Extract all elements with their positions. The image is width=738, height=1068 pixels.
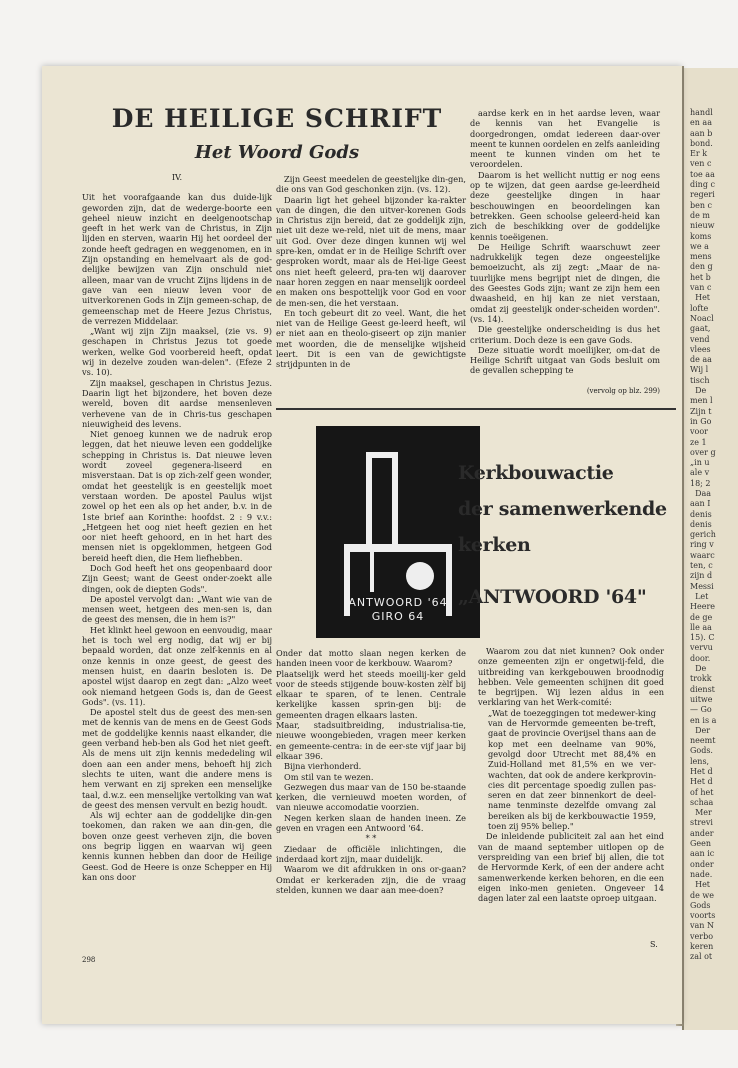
paragraph: Als wij echter aan de goddelijke din-gen toekomen, dan raken we aan din-gen, die boven onze geest verheven zijn, die boven ons begrip liggen en waarvan wij geen kennis kunnen hebben dan door de Heilige Geest. God de Heere is onze Schepper en Hij kan ons door [82,810,272,882]
paragraph: De apostel vervolgt dan: „Want wie van de mensen weet, hetgeen des men-sen is, dan de geest des mensen, die in hem is?" [82,593,272,625]
section-divider [276,408,676,410]
paragraph: Gezwegen dus maar van de 150 be-staande kerken, die vernieuwd moeten worden, of van nieuwe accomodatie voorzien. [276,781,466,813]
page-number: 298 [82,956,96,964]
paragraph: Waarom zou dat niet kunnen? Ook onder onze gemeenten zijn er ongetwij-feld, die uitbreiding van kerkgebouwen broodnodig hebben. Vele gemeenten schijnen dit goed te begrijpen. Wij lezen aldus in een verklaring van het Werk-comité: [478,646,664,708]
paragraph: Waarom we dit afdrukken in ons or-gaan? Omdat er kerkeraden zijn, die de vraag stelden, kunnen we daar aan mee-doen? [276,864,466,895]
paragraph: Daarin ligt het geheel bijzonder ka-rakter van de dingen, die den uitver-korenen Gods in Christus zijn bereid, dat ze goddelijk zijn, niet uit deze we-reld, niet uit de mens, maar uit God. Over deze dingen kunnen wij wel spre-ken, omdat er in de Heilige Schrift over gesproken wordt, maar als de Hei-lige Geest ons niet heeft geleerd, pra-ten wij daarover naar horen zeggen en naar menselijk oordeel en maken ons bespottelijk voor God en voor de men-sen, die het verstaan. [276,194,466,308]
paragraph: Uit het voorafgaande kan dus duide-lijk geworden zijn, dat de wederge-boorte een geheel nieuw inzicht en deelgenootschap geeft in het werk van de Christus, in Zijn lijden en sterven, waarin Hij het oordeel der zonde heeft gedragen en weggenomen, en in Zijn opstanding en hemelvaart als de god-delijke bewijzen van Zijn onschuld niet alleen, maar van de vrucht Zijns lijdens in de gave van een nieuw leven voor de uitverkorenen Gods in Zijn gemeen-schap, de gemeenschap met de Heere Jezus Christus, de verrezen Middelaar. [82,192,272,326]
article-column-2 [276,174,466,370]
paragraph: aardse kerk en in het aardse leven, waar de kennis van het Evangelie is doorgedrongen, omdat iedereen daar-over meent te kunnen oordelen en zelfs aanleiding meent te kunnen vinden om het te veroordelen. [470,108,660,170]
continued-note: (vervolg op blz. 299) [586,387,660,395]
paragraph: Daarom is het wellicht nuttig er nog eens op te wijzen, dat geen aardse ge-leerdheid deze geestelijke dingen in haar beschouwingen en beoordelingen kan betrekken. Geen schoolse geleerd-heid kan zich de beschikking over de goddelijke kennis toeëigenen. [470,169,660,242]
paragraph: En toch gebeurt dit zo veel. Want, die het niet van de Heilige Geest ge-leerd heeft, wil er niet aan en theolo-giseert op zijn manier met woorden, die de menselijke wijsheid leert. Dit is een van de gewichtigste strijdpunten in de [276,307,466,370]
ad-heading-line-3: kerken [458,534,531,556]
ad-column-left [276,648,466,895]
ad-heading-line-1: Kerkbouwactie [458,462,614,484]
continued-note-wrap [470,386,660,396]
paragraph: Doch God heeft het ons geopenbaard door Zijn Geest; want de Geest onder-zoekt alle dingen, ook de diepten Gods". [82,562,272,594]
ad-heading-line-4: „ANTWOORD '64" [458,586,647,608]
next-page-text: handl en aa aan b bond. Er k ven c toe aa ding c regeri ben c de m nieuw koms we a mens den g het b van c Het lofte Noacl gaat, vend vlees de aa Wij l tisch De men l Zijn t in Go voor ze 1 over g „in u ale v 18; 2 Daa aan I denis denis gerich ring v waarc ten, c zijn d Messi Let Heere de ge lle aa 15). C vervu door. De trokk dienst uitwe — Go en is a Der neemt Gods. lens, Het d Het d of het schaa Mer strevi ander Geen aan ic onder nade. Het de we Gods voorts van N verbo keren zal ot [690,108,717,962]
antwoord-64-logo [316,426,480,638]
article-subtitle: Het Woord Gods [194,142,360,163]
paragraph: Het klinkt heel gewoon en eenvoudig, maar het is toch wel erg nodig, dat wij er bij bepaald worden, dat onze zelf-kennis en al onze kennis in onze geest, de geest des mensen huist, en daarin besloten is. De apostel wijst daarop en zegt dan: „Alzo weet ook niemand hetgeen Gods is, dan de Geest Gods". (vs. 11). [82,624,272,707]
paragraph: Onder dat motto slaan negen kerken de handen ineen voor de kerkbouw. Waarom? [276,648,466,669]
magazine-page [42,66,682,1024]
paragraph: „Want wij zijn Zijn maaksel, (zie vs. 9) geschapen in Christus Jezus tot goede werken, welke God voorbereid heeft, opdat wij in dezelve zouden wan-delen". (Efeze 2 vs. 10). [82,326,272,378]
paragraph: * * [365,833,377,844]
paragraph: „Wat de toezeggingen tot medewer-king van de Hervormde gemeenten be-treft, gaat de provincie Overijsel thans aan de kop met een deelname van 90%, gevolgd door Utrecht met 88,4% en Zuid-Holland met 81,5% en we ver-wachten, dat ook de andere kerkprovin-cies dit percentage spoedig zullen pas-seren en dat zeer binnenkort de deel-name tenminste dezelfde omvang zal bereiken als bij de kerkbouwactie 1959, toen zij 95% beliep." [488,707,656,832]
paragraph: Bijna vierhonderd. [284,761,362,772]
next-page-fragment [682,68,738,1030]
logo-line-1: ANTWOORD '64 [348,596,448,609]
paragraph: De Heilige Schrift waarschuwt zeer nadrukkelijk tegen deze ongeestelijke bemoeizucht, als zij zegt: „Maar de na-tuurlijke mens begrijpt niet de dingen, die des Geestes Gods zijn; want ze zijn hem een dwaasheid, en hij kan ze niet verstaan, omdat zij geestelijk onder-scheiden worden". (vs. 14). [470,241,660,324]
paragraph: Negen kerken slaan de handen ineen. Ze geven en vragen een Antwoord '64. [276,812,466,834]
paragraph: Om stil van te wezen. [284,771,374,782]
logo-line-2: GIRO 64 [371,610,425,623]
article-column-1 [82,172,272,882]
paragraph: De apostel stelt dus de geest des men-sen met de kennis van de mens en de Geest Gods met de goddelijke kennis naast elkander, die geen verband heb-ben als God het niet geeft. Als de mens uit zijn kennis mededeling wil doen aan een ander mens, behoeft hij zich slechts te uiten, want die andere mens is hem verwant en zij spreken een menselijke taal, d.w.z. een menselijke vertolking van wat de geest des mensen vervult en bezig houdt. [82,707,272,810]
section-number: IV. [171,172,183,182]
paragraph: Niet genoeg kunnen we de nadruk erop leggen, dat het nieuwe leven een goddelijke schepping in Christus is. Dat nieuwe leven wordt zoveel gegenera-liseerd en misverstaan. Dat is op zich-zelf geen wonder, omdat het geestelijk is en geestelijk moet verstaan worden. De apostel Paulus wijst zowel op het een als op het ander, b.v. in de 1ste brief aan Korinthe: hoofdst. 2 : 9 v.v.: „Hetgeen het oog niet heeft gezien en het oor niet heeft gehoord, en in het hart des mensen niet is opgeklommen, hetgeen God bereid heeft dien, die Hem liefhebben. [82,429,272,563]
signature: S. [650,940,658,949]
paragraph: Maar, stadsuitbreiding, industrialisa-tie, nieuwe woongebieden, vragen meer kerken en gemeente-centra: in de eer-ste vijf jaar bij elkaar 396. [276,720,466,761]
paragraph: Ziedaar de officiële inlichtingen, die inderdaad kort zijn, maar duidelijk. [276,843,466,864]
paragraph: Zijn Geest meedelen de geestelijke din-gen, die ons van God geschonken zijn. (vs. 12). [276,174,466,195]
ad-heading-line-2: der samenwerkende [458,498,667,520]
article-title: DE HEILIGE SCHRIFT [111,104,443,133]
paragraph: Die geestelijke onderscheiding is dus het criterium. Doch deze is een gave Gods. [470,324,660,345]
paragraph: Deze situatie wordt moeilijker, om-dat de Heilige Schrift uitgaat van Gods besluit om de gevallen schepping te [470,344,660,376]
paragraph: De inleidende publiciteit zal aan het eind van de maand september uitlopen op de verspreiding van een brief bij allen, die tot de Hervormde Kerk, of een der andere acht samenwerkende kerken behoren, en die een eigen inko-men genieten. Ongeveer 14 dagen later zal een laatste oproep uitgaan. [478,831,664,904]
article-column-3 [470,108,660,376]
paragraph: Zijn maaksel, geschapen in Christus Jezus. Daarin ligt het bijzondere, het boven deze wereld, boven dit aardse mensenleven verhevene van de in Chris-tus geschapen nieuwigheid des levens. [82,377,272,429]
ad-column-right [478,646,664,903]
paragraph: Plaatselijk werd het steeds moeilij-ker geld voor de steeds stijgende bouw-kosten zèlf bij elkaar te sparen, of te lenen. Centrale kerkelijke kassen sprin-gen bij: de gemeenten dragen elkaars lasten. [276,668,466,720]
